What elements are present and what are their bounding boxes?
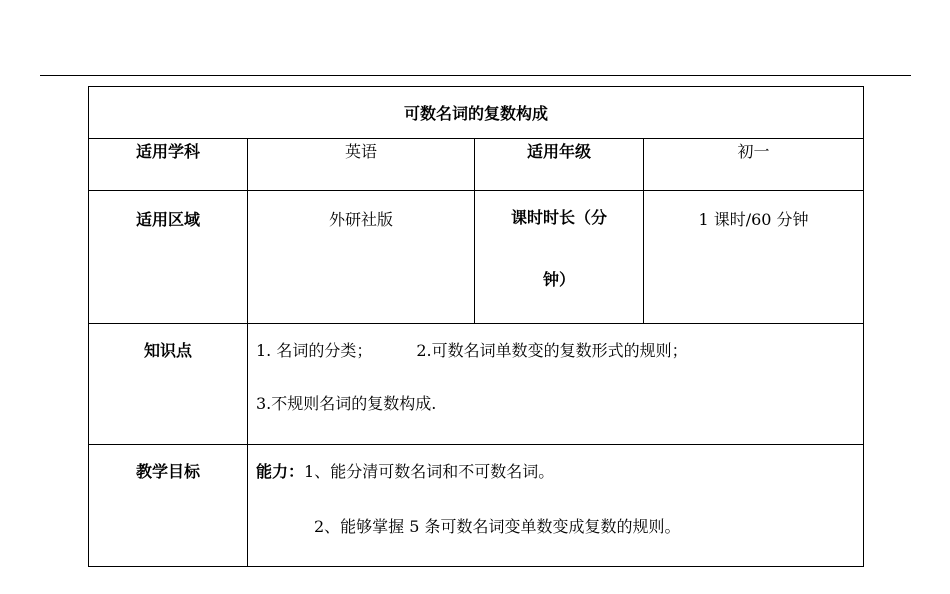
duration-label-line2: 钟） <box>542 270 575 289</box>
subject-label: 适用学科 <box>89 139 248 191</box>
region-row <box>89 191 864 324</box>
title-row <box>89 87 864 139</box>
duration-label-line1: 课时时长（分 <box>510 208 607 227</box>
knowledge-line1 <box>256 338 863 361</box>
subject-row <box>89 139 864 191</box>
goals-line1 <box>256 459 863 482</box>
goals-row <box>89 445 864 567</box>
goals-ability-prefix: 能力： <box>256 462 305 481</box>
knowledge-item-3: 3.不规则名词的复数构成. <box>256 394 437 413</box>
document-title: 可数名词的复数构成 <box>89 87 864 139</box>
knowledge-item-2: 2.可数名词单数变的复数形式的规则； <box>416 341 688 360</box>
knowledge-body <box>248 324 864 445</box>
subject-value: 英语 <box>248 139 475 191</box>
lesson-plan-table <box>88 86 864 567</box>
grade-label: 适用年级 <box>475 139 644 191</box>
header-rule <box>40 75 911 76</box>
goals-item-2: 2、能够掌握 5 条可数名词变单数变成复数的规则。 <box>314 517 681 536</box>
knowledge-row <box>89 324 864 445</box>
duration-label <box>475 191 644 324</box>
knowledge-label: 知识点 <box>89 324 248 445</box>
grade-value: 初一 <box>644 139 864 191</box>
goals-item-1: 1、能分清可数名词和不可数名词。 <box>304 462 555 481</box>
region-value: 外研社版 <box>248 191 475 324</box>
goals-label: 教学目标 <box>89 445 248 567</box>
region-label: 适用区域 <box>89 191 248 324</box>
duration-value: 1 课时/60 分钟 <box>644 191 864 324</box>
knowledge-item-1: 1. 名词的分类； <box>256 341 373 360</box>
goals-body <box>248 445 864 567</box>
